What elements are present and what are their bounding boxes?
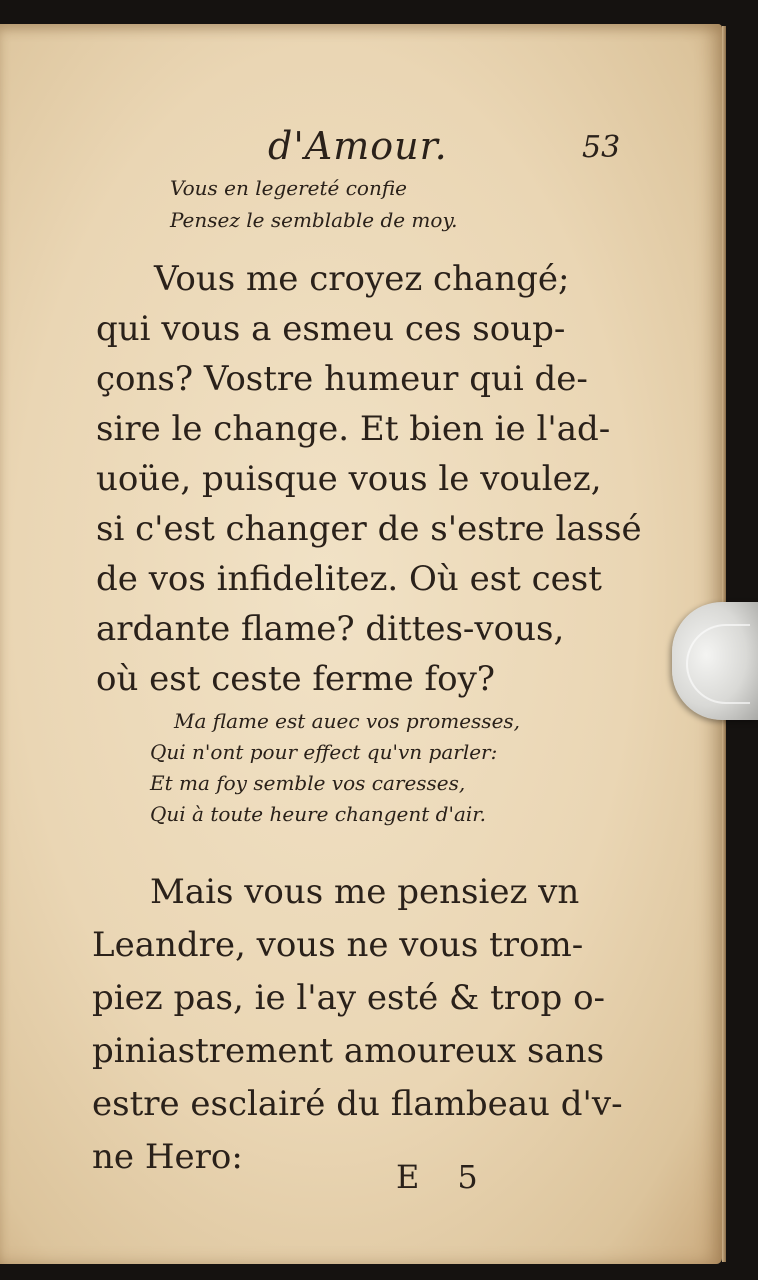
verse-block-2 [150,706,520,830]
paragraph-2 [92,866,623,1184]
paragraph-line: piniastrement amoureux sans [92,1031,605,1071]
paragraph-line: Mais vous me pensiez vn [150,872,580,912]
page-number: 53 [582,130,621,165]
paragraph-line: sire le change. Et bien ie l'ad- [96,409,611,449]
paragraph-line: de vos infidelitez. Où est cest [96,559,602,599]
paragraph-line: estre esclairé du flambeau d'v- [92,1084,623,1124]
signature-letter: E [396,1158,422,1196]
verse-line: Pensez le semblable de moy. [170,208,458,232]
verse-line: Vous en legereté confie [170,176,408,200]
paragraph-line: çons? Vostre humeur qui de- [96,359,588,399]
paragraph-line: uoüe, puisque vous le voulez, [96,459,602,499]
paragraph-line: ne Hero: [92,1137,243,1177]
verse-line: Qui à toute heure changent d'air. [150,802,486,826]
verse-line: Et ma foy semble vos caresses, [150,771,466,795]
paragraph-line: Vous me croyez changé; [154,259,570,299]
running-head-title: d'Amour. [268,124,448,168]
paragraph-line: ardante flame? dittes-vous, [96,609,565,649]
paragraph-line: où est ceste ferme foy? [96,659,496,699]
paragraph-line: qui vous a esmeu ces soup- [96,309,566,349]
verse-line: Ma flame est auec vos promesses, [174,709,521,733]
signature-mark [396,1158,480,1196]
verse-block-1 [170,172,457,236]
paragraph-line: si c'est changer de s'estre lassé [96,509,642,549]
paragraph-1 [96,254,642,704]
paragraph-line: Leandre, vous ne vous trom- [92,925,584,965]
verse-line: Qui n'ont pour effect qu'vn parler: [150,740,498,764]
paragraph-line: piez pas, ie l'ay esté & trop o- [92,978,606,1018]
signature-number: 5 [457,1158,480,1196]
